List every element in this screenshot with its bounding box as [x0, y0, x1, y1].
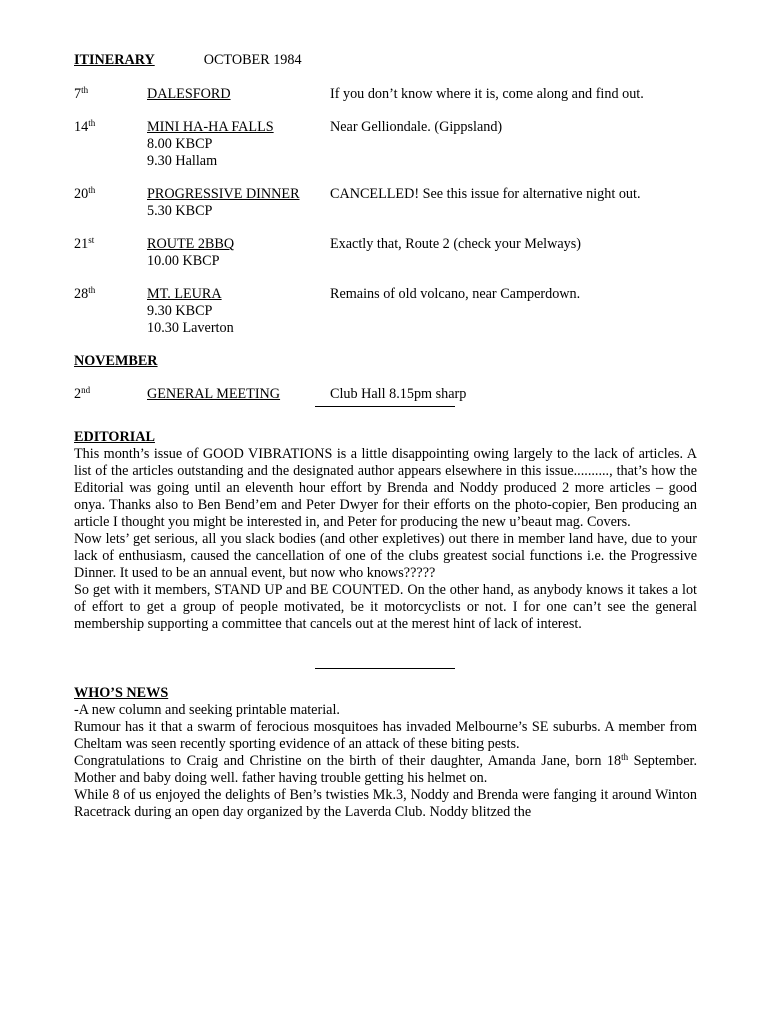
departure-time: 10.30 Laverton: [147, 320, 234, 336]
event-note: CANCELLED! See this issue for alternative night out.: [330, 186, 641, 202]
section-divider: [315, 668, 455, 669]
event-name: PROGRESSIVE DINNER: [147, 186, 300, 202]
editorial-body: [74, 446, 697, 633]
event-date: [74, 86, 147, 103]
event-day: 28: [74, 286, 89, 302]
ordinal-suffix: th: [88, 185, 96, 195]
event-day: 7: [74, 86, 82, 102]
event-details: [147, 86, 330, 103]
event-day: 2: [74, 386, 82, 402]
event-note: Club Hall 8.15pm sharp: [330, 386, 467, 402]
event-date: [74, 286, 147, 337]
departure-time: 5.30 KBCP: [147, 203, 213, 219]
ordinal-suffix: th: [81, 85, 89, 95]
event-note: Near Gelliondale. (Gippsland): [330, 119, 503, 135]
event-day: 14: [74, 119, 89, 135]
november-list: [74, 386, 697, 403]
editorial-paragraph: So get with it members, STAND UP and BE COUNTED. On the other hand, as anybody knows it takes a lot of effort to get a group of people motivated, be it motorcyclists or not. I for one can’t see the general membership supporting a committee that cancels out at the merest hint of lack of interest.: [74, 582, 697, 632]
whos-news-paragraph: [74, 753, 697, 787]
whos-news-intro: -A new column and seeking printable material.: [74, 702, 340, 718]
event-details: [147, 386, 330, 403]
event-name: DALESFORD: [147, 86, 231, 102]
itinerary-row: [74, 86, 697, 103]
event-date: [74, 186, 147, 220]
departure-time: 10.00 KBCP: [147, 253, 220, 269]
event-date: [74, 386, 147, 403]
editorial-paragraph: Now lets’ get serious, all you slack bodies (and other expletives) out there in member land have, due to your lack of enthusiasm, caused the cancellation of one of the clubs greatest social functions i.e. the Progressive Dinner. It used to be an annual event, but now who knows?????: [74, 531, 697, 581]
event-name: ROUTE 2BBQ: [147, 236, 235, 252]
departure-time: 8.00 KBCP: [147, 136, 213, 152]
departure-time: 9.30 KBCP: [147, 303, 213, 319]
itinerary-row: [74, 186, 697, 220]
departure-time: 9.30 Hallam: [147, 153, 218, 169]
ordinal-suffix: th: [88, 285, 96, 295]
event-name: MT. LEURA: [147, 286, 222, 302]
event-day: 20: [74, 186, 89, 202]
itinerary-month: OCTOBER 1984: [203, 52, 302, 68]
ordinal-suffix: st: [88, 235, 95, 245]
event-note: Remains of old volcano, near Camperdown.: [330, 286, 581, 302]
whos-news-heading: WHO’S NEWS: [74, 685, 169, 701]
event-details: [147, 236, 330, 270]
itinerary-title-row: [74, 52, 697, 70]
itinerary-heading: ITINERARY: [74, 52, 155, 68]
event-note: Exactly that, Route 2 (check your Melways): [330, 236, 581, 252]
itinerary-row: [74, 286, 697, 337]
event-note: If you don’t know where it is, come along and find out.: [330, 86, 644, 102]
itinerary-row: [74, 236, 697, 270]
whos-news-paragraph: While 8 of us enjoyed the delights of Ben’s twisties Mk.3, Noddy and Brenda were fanging it around Winton Racetrack during an open day organized by the Laverda Club. Noddy blitzed the: [74, 787, 697, 820]
editorial-heading: EDITORIAL: [74, 429, 155, 445]
november-heading: NOVEMBER: [74, 353, 158, 369]
event-details: [147, 286, 330, 337]
itinerary-row: [74, 386, 697, 403]
text-run: September. Mother and baby doing well. father having trouble getting his helmet on.: [74, 753, 698, 786]
section-divider: [315, 406, 455, 407]
newsletter-page: [74, 52, 697, 821]
event-details: [147, 119, 330, 170]
event-day: 21: [74, 236, 89, 252]
text-run: Congratulations to Craig and Christine on the birth of their daughter, Amanda Jane, born 18: [74, 753, 622, 769]
ordinal-suffix: th: [621, 752, 629, 762]
event-details: [147, 186, 330, 220]
ordinal-suffix: th: [88, 118, 96, 128]
itinerary-row: [74, 119, 697, 170]
itinerary-list: [74, 86, 697, 337]
ordinal-suffix: nd: [81, 385, 91, 395]
editorial-paragraph: This month’s issue of GOOD VIBRATIONS is a little disappointing owing largely to the lack of articles. A list of the articles outstanding and the designated author appears elsewhere in this issue.........., that’s how the Editorial was going until an eleventh hour effort by Brenda and Noddy produced 2 more articles – good onya. Thanks also to Ben Bend’em and Peter Dwyer for their efforts on the photo-copier, Ben producing an article I thought you might be interested in, and Peter for producing the new u’beaut mag. Covers.: [74, 446, 697, 530]
event-name: MINI HA-HA FALLS: [147, 119, 274, 135]
event-name: GENERAL MEETING: [147, 386, 281, 402]
event-date: [74, 119, 147, 170]
whos-news-paragraph: Rumour has it that a swarm of ferocious mosquitoes has invaded Melbourne’s SE suburbs. A member from Cheltam was seen recently sporting evidence of an attack of these biting pests.: [74, 719, 697, 752]
event-date: [74, 236, 147, 270]
